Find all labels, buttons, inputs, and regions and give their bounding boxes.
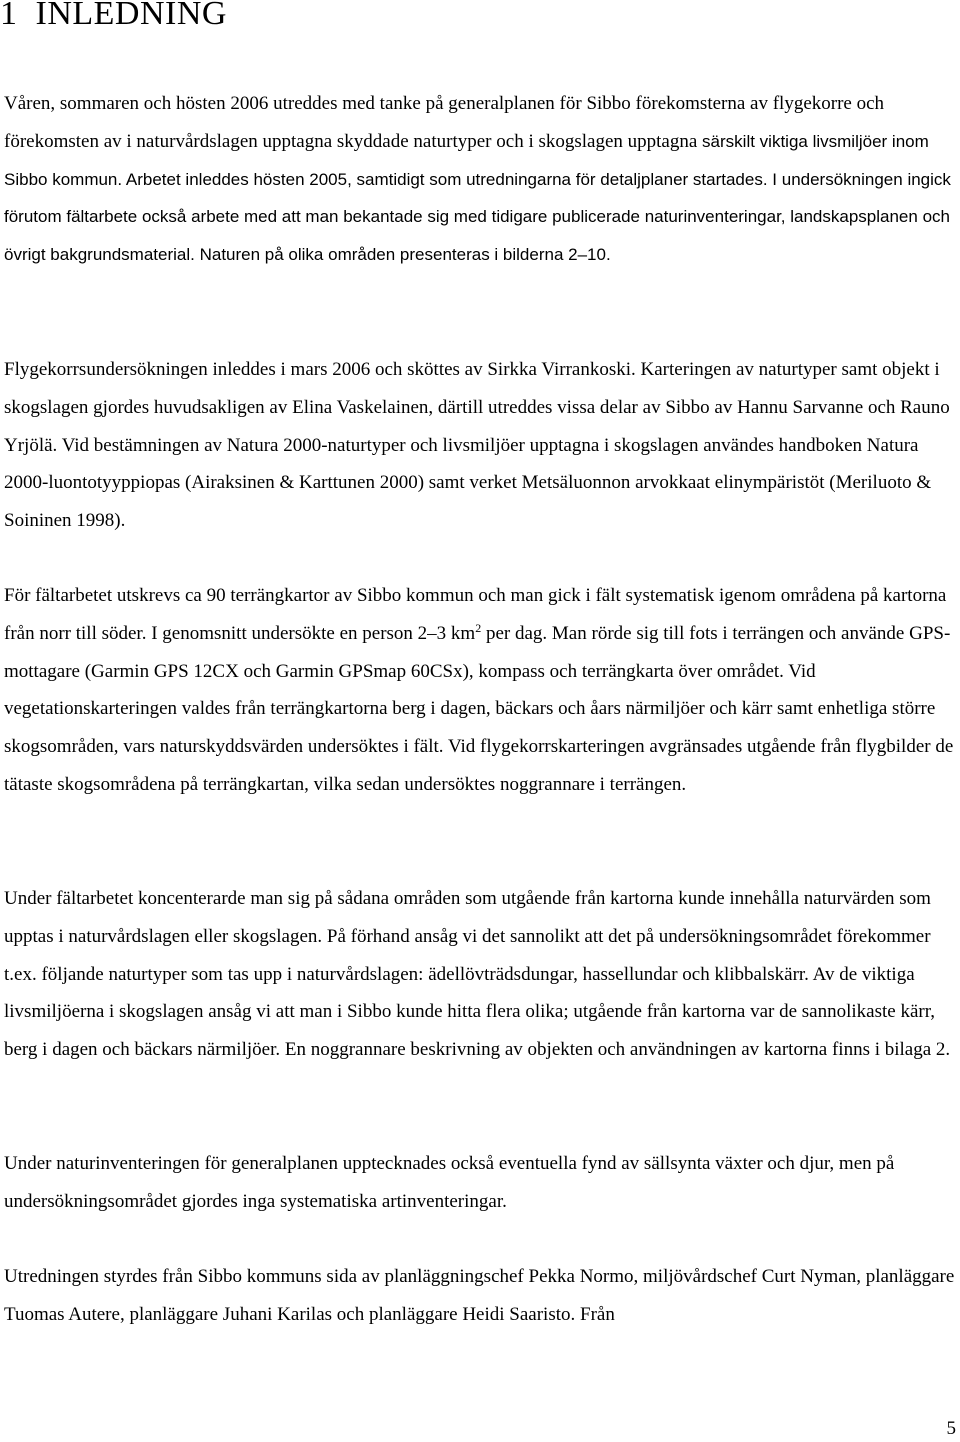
- paragraph-1-sans-text: särskilt viktiga livsmiljöer inom Sibbo kommun. Arbetet inleddes hösten 2005, samtidigt som utredningarna för detaljplaner startades. I undersökningen ingick förutom fältarbete också arbete med att man bekantade sig med tidigare publicerade naturinventeringar, landskapsplanen och övrigt bakgrundsmaterial. Naturen på olika områden presenteras i bilderna 2–10.: [4, 131, 951, 265]
- superscript-exponent: 2: [475, 620, 482, 635]
- paragraph-3-text-start: För fältarbetet utskrevs ca 90 terrängkartor av Sibbo kommun och man gick i fält systematisk igenom områdena på kartorna från norr till söder. I genomsnitt undersökte en person 2–3 km: [4, 585, 947, 644]
- paragraph-2: Flygekorrsundersökningen inleddes i mars 2006 och sköttes av Sirkka Virrankoski. Karteringen av naturtyper samt objekt i skogslagen gjordes huvudsakligen av Elina Vaskelainen, därtill utreddes vissa delar av Sibbo av Hannu Sarvanne och Rauno Yrjölä. Vid bestämningen av Natura 2000-naturtyper och livsmiljöer upptagna i skogslagen användes handboken Natura 2000-luontotyyppiopas (Airaksinen & Karttunen 2000) samt verket Metsäluonnon arvokkaat elinympäristöt (Meriluoto & Soininen 1998).: [4, 359, 950, 532]
- section-heading: [0, 0, 227, 34]
- paragraph-5: Under naturinventeringen för generalplanen upptecknades också eventuella fynd av sällsynta växter och djur, men på undersökningsområdet gjordes inga systematiska artinventeringar.: [4, 1153, 895, 1212]
- paragraph-3-text-end: per dag. Man rörde sig till fots i terrängen och använde GPS-mottagare (Garmin GPS 12CX och Garmin GPSmap 60CSx), kompass och terrängkarta över området. Vid vegetationskarteringen valdes från terrängkartorna berg i dagen, bäckars och åars närmiljöer och kärr samt enhetliga större skogsområden, vars naturskyddsvärden undersöktes i fält. Vid flygekorrskarteringen avgränsades utgående från flygbilder de tätaste skogsområdena på terrängkartan, vilka sedan undersöktes noggrannare i terrängen.: [4, 622, 954, 795]
- paragraph-4: Under fältarbetet koncenterarde man sig på sådana områden som utgående från kartorna kunde innehålla naturvärden som upptas i naturvårdslagen eller skogslagen. På förhand ansåg vi det sannolikt att det på undersökningsområdet förekommer t.ex. följande naturtyper som tas upp i naturvårdslagen: ädellövträdsdungar, hassellundar och klibbalskärr. Av de viktiga livsmiljöerna i skogslagen ansåg vi att man i Sibbo kunde hitta flera olika; utgående från kartorna var de sannolikaste kärr, berg i dagen och bäckars närmiljöer. En noggrannare beskrivning av objekten och användningen av kartorna finns i bilaga 2.: [4, 888, 951, 1061]
- paragraph-6: Utredningen styrdes från Sibbo kommuns sida av planläggningschef Pekka Normo, miljövårdschef Curt Nyman, planläggare Tuomas Autere, planläggare Juhani Karilas och planläggare Heidi Saaristo. Från: [4, 1266, 955, 1325]
- paragraph-3: [4, 577, 956, 804]
- section-number: 1: [0, 0, 18, 32]
- page-number: 5: [946, 1418, 956, 1439]
- paragraph-1: [4, 85, 956, 274]
- section-title: INLEDNING: [35, 0, 227, 32]
- paragraph-1-serif-text: Våren, sommaren och hösten 2006 utreddes med tanke på generalplanen för Sibbo förekomsterna av flygekorre och förekomsten av i naturvårdslagen upptagna skyddade naturtyper och i skogslagen upptagna: [4, 93, 885, 152]
